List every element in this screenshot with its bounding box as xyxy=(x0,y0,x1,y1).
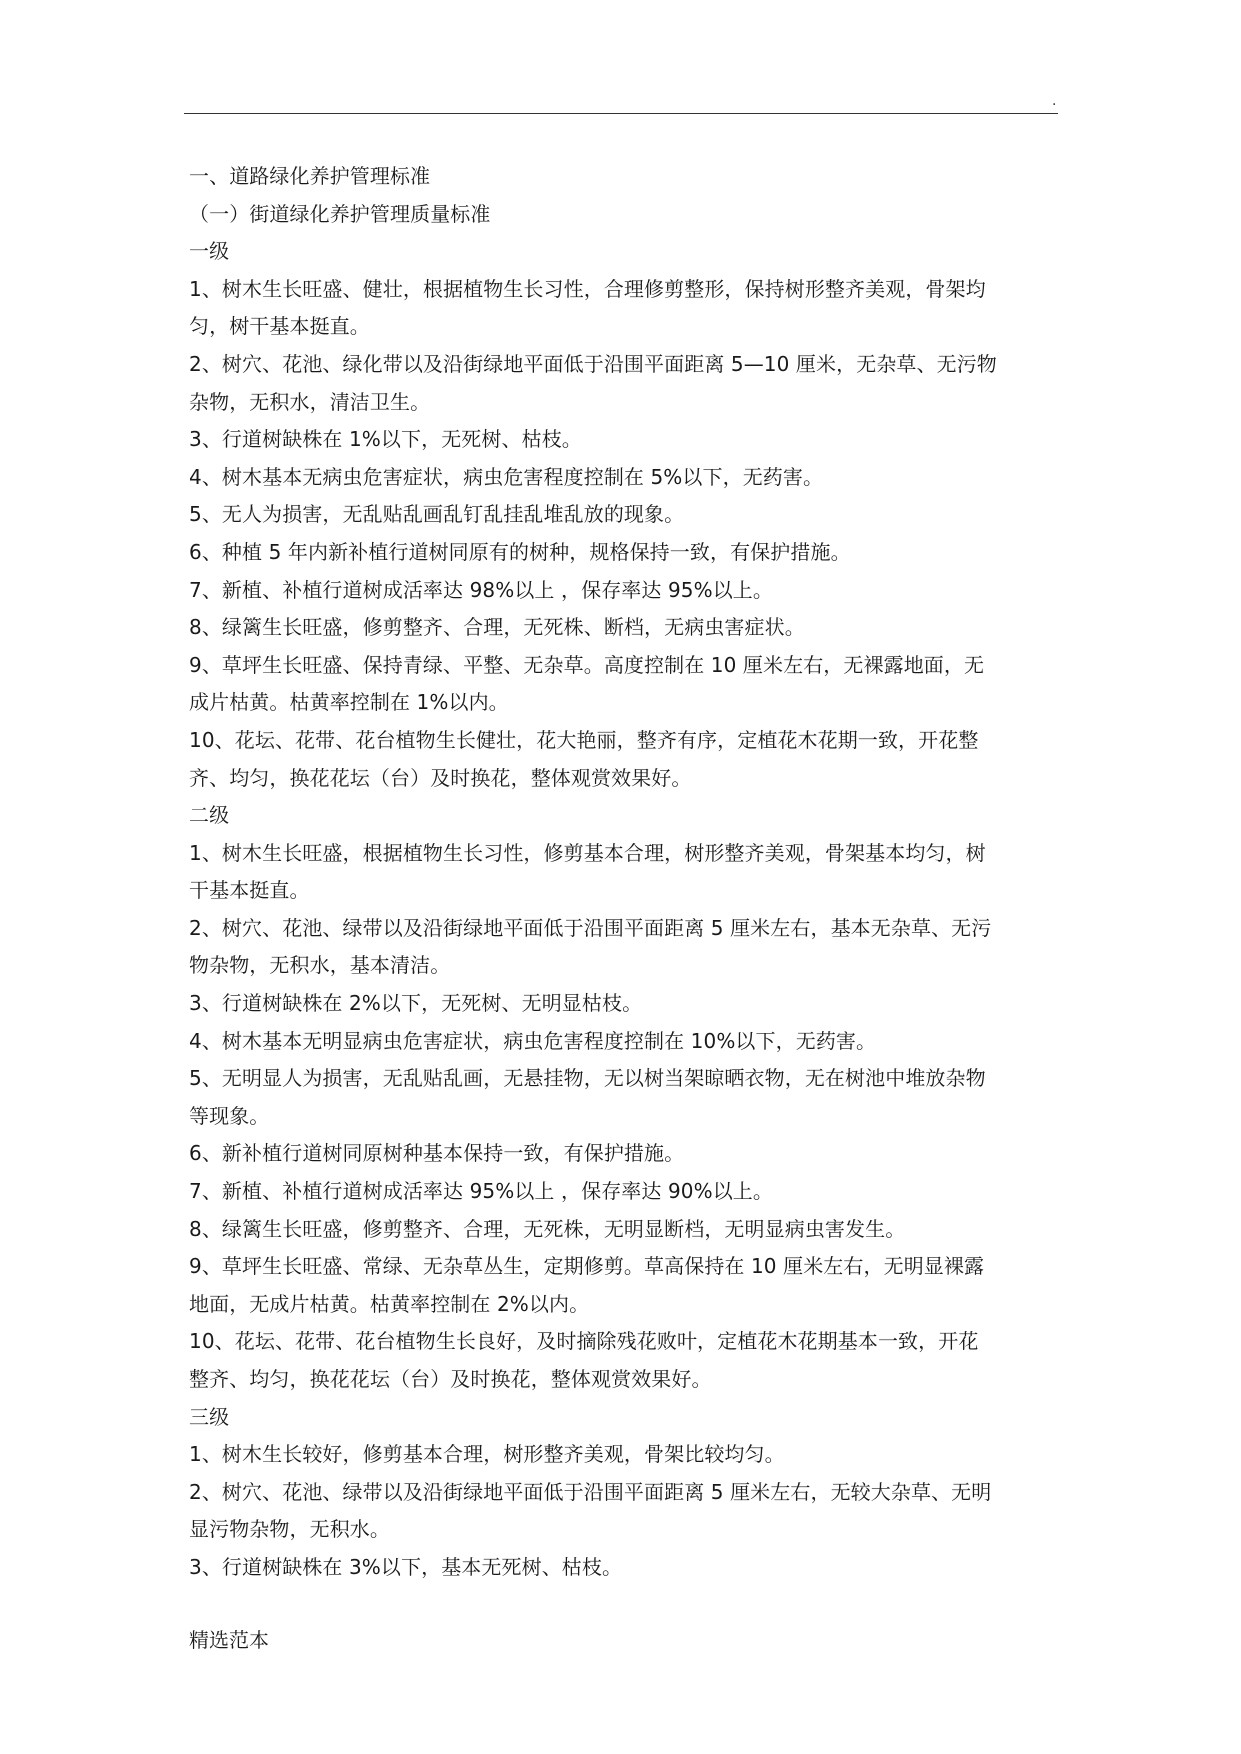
text-line: 杂物，无积水，清洁卫生。 xyxy=(189,389,431,414)
text-line: 8、绿篱生长旺盛，修剪整齐、合理，无死株、断档，无病虫害症状。 xyxy=(189,615,805,640)
text-line: 显污物杂物，无积水。 xyxy=(189,1517,390,1542)
text-line: 2、树穴、花池、绿化带以及沿街绿地平面低于沿围平面距离 5—10 厘米，无杂草、无污物 xyxy=(189,351,997,376)
text-line: 一、道路绿化养护管理标准 xyxy=(189,164,431,188)
footer-text: 精选范本 xyxy=(189,1628,269,1652)
text-line: 二级 xyxy=(189,803,230,828)
text-line: 6、种植 5 年内新补植行道树同原有的树种，规格保持一致，有保护措施。 xyxy=(189,539,851,564)
text-line: 5、无人为损害，无乱贴乱画乱钉乱挂乱堆乱放的现象。 xyxy=(189,502,685,527)
text-line: 三级 xyxy=(189,1404,230,1429)
text-line: （一）街道绿化养护管理质量标准 xyxy=(189,201,491,226)
text-line: 2、树穴、花池、绿带以及沿街绿地平面低于沿围平面距离 5 厘米左右，无较大杂草、无明 xyxy=(189,1479,992,1504)
text-line: 4、树木基本无病虫危害症状，病虫危害程度控制在 5%以下，无药害。 xyxy=(189,464,824,489)
text-line: 9、草坪生长旺盛、保持青绿、平整、无杂草。高度控制在 10 厘米左右，无裸露地面，无 xyxy=(189,652,985,677)
text-line: 8、绿篱生长旺盛，修剪整齐、合理，无死株，无明显断档，无明显病虫害发生。 xyxy=(189,1216,906,1241)
text-line: 2、树穴、花池、绿带以及沿街绿地平面低于沿围平面距离 5 厘米左右，基本无杂草、无污 xyxy=(189,915,992,940)
text-line: 成片枯黄。枯黄率控制在 1%以内。 xyxy=(189,690,509,715)
text-line: 1、树木生长旺盛，根据植物生长习性，修剪基本合理，树形整齐美观，骨架基本均匀，树 xyxy=(189,840,986,865)
text-line: 一级 xyxy=(189,239,230,264)
text-line: 匀，树干基本挺直。 xyxy=(189,314,370,339)
text-line: 齐、均匀，换花花坛（台）及时换花，整体观赏效果好。 xyxy=(189,765,692,790)
text-line: 7、新植、补植行道树成活率达 98%以上 ，保存率达 95%以上。 xyxy=(189,577,774,602)
text-line: 10、花坛、花带、花台植物生长良好，及时摘除残花败叶，定植花木花期基本一致，开花 xyxy=(189,1329,979,1354)
text-line: 4、树木基本无明显病虫危害症状，病虫危害程度控制在 10%以下，无药害。 xyxy=(189,1028,877,1053)
text-line: 整齐、均匀，换花花坛（台）及时换花，整体观赏效果好。 xyxy=(189,1367,712,1391)
document-body xyxy=(189,158,1059,1587)
text-line: 干基本挺直。 xyxy=(189,878,310,903)
text-line: 7、新植、补植行道树成活率达 95%以上 ，保存率达 90%以上。 xyxy=(189,1179,774,1204)
text-line: 等现象。 xyxy=(189,1103,270,1128)
text-line: 1、树木生长旺盛、健壮，根据植物生长习性，合理修剪整形，保持树形整齐美观，骨架均 xyxy=(189,276,986,301)
text-line: 3、行道树缺株在 3%以下，基本无死树、枯枝。 xyxy=(189,1554,623,1579)
text-line: 3、行道树缺株在 1%以下，无死树、枯枝。 xyxy=(189,427,582,452)
header-rule xyxy=(184,113,1058,114)
text-line: 9、草坪生长旺盛、常绿、无杂草丛生，定期修剪。草高保持在 10 厘米左右，无明显裸露 xyxy=(189,1254,985,1279)
header-marker: . xyxy=(1052,93,1057,109)
text-line: 3、行道树缺株在 2%以下，无死树、无明显枯枝。 xyxy=(189,991,643,1016)
text-line: 6、新补植行道树同原树种基本保持一致，有保护措施。 xyxy=(189,1141,685,1166)
text-line: 10、花坛、花带、花台植物生长健壮，花大艳丽，整齐有序，定植花木花期一致，开花整 xyxy=(189,727,979,752)
text-line: 物杂物，无积水，基本清洁。 xyxy=(189,953,451,978)
text-line: 地面，无成片枯黄。枯黄率控制在 2%以内。 xyxy=(189,1291,590,1316)
text-line: 5、无明显人为损害，无乱贴乱画，无悬挂物，无以树当架晾晒衣物，无在树池中堆放杂物 xyxy=(189,1066,986,1091)
text-line: 1、树木生长较好，修剪基本合理，树形整齐美观，骨架比较均匀。 xyxy=(189,1442,785,1467)
